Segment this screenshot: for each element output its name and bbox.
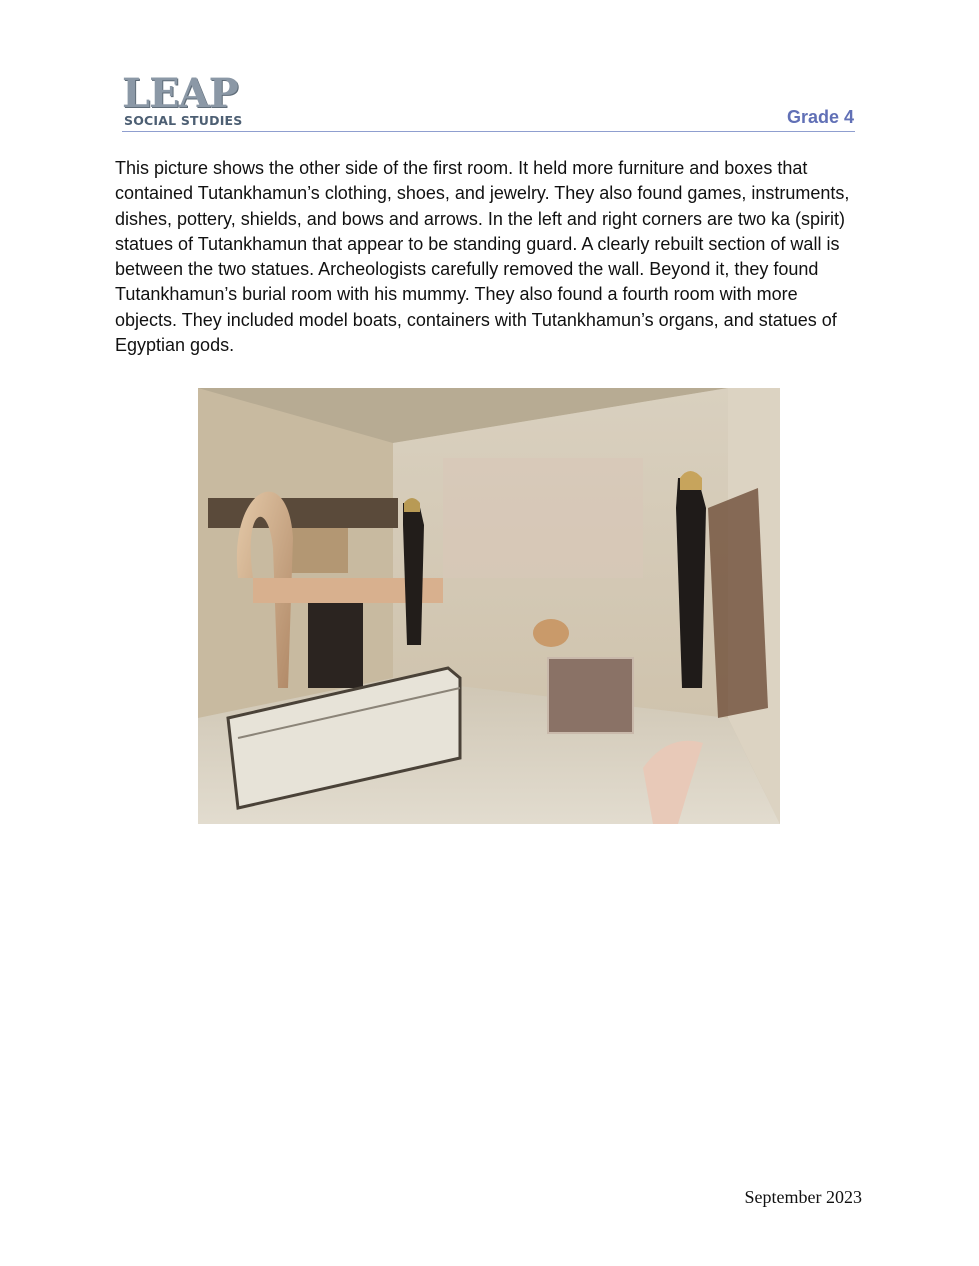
grade-label: Grade 4 bbox=[786, 107, 854, 127]
leap-logo bbox=[122, 70, 262, 132]
header-divider bbox=[122, 131, 855, 132]
footer-date: September 2023 bbox=[744, 1187, 862, 1207]
tomb-room-photo bbox=[198, 388, 780, 824]
logo-title: LEAP bbox=[122, 70, 238, 117]
body-paragraph: This picture shows the other side of the first room. It held more furniture and boxes that contained Tutankhamun’s clothing, shoes, and jewelry. They also found games, instruments, dishes, pottery, shields, and bows and arrows. In the left and right corners are two ka (spirit) statues of Tutankhamun that appear to be standing guard. A clearly rebuilt section of wall is between the two statues. Archeologists carefully removed the wall. Beyond it, they found Tutankhamun’s burial room with his mummy. They also found a fourth room with more objects. They included model boats, containers with Tutankhamun’s organs, and statues of Egyptian gods. bbox=[115, 158, 850, 356]
logo-subtitle: SOCIAL STUDIES bbox=[124, 113, 243, 128]
